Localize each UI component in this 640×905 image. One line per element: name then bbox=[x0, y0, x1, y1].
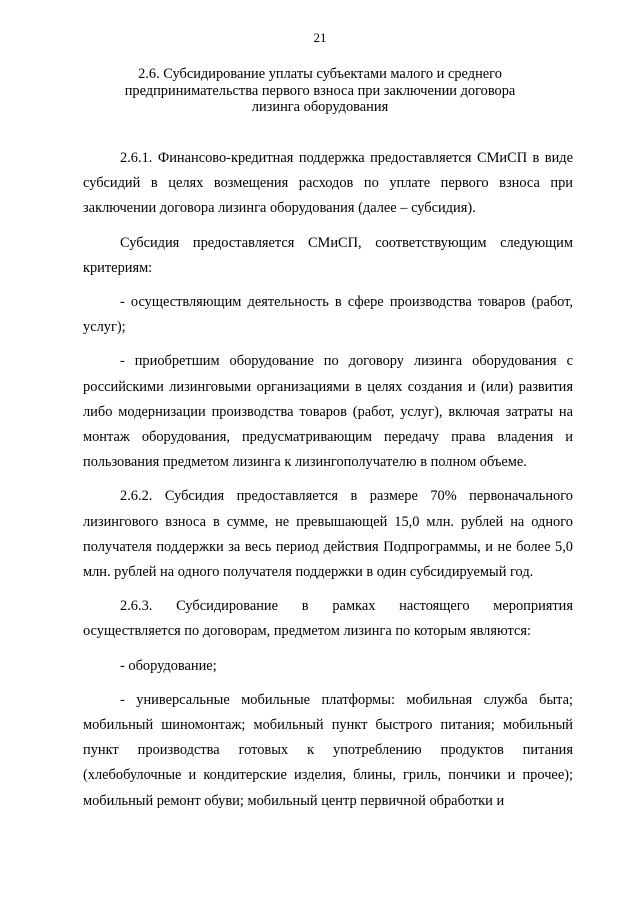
section-heading: 2.6. Субсидирование уплаты субъектами малого и среднего предпринимательства первого взноса при заключении договора лизинга оборудования bbox=[124, 66, 516, 115]
page-number: 21 bbox=[313, 30, 327, 45]
paragraph-2-6-3: 2.6.3. Субсидирование в рамках настоящего мероприятия осуществляется по договорам, предметом лизинга по которым являются: bbox=[83, 598, 573, 640]
document-body bbox=[83, 146, 573, 814]
list-item-production: - осуществляющим деятельность в сфере производства товаров (работ, услуг); bbox=[83, 294, 573, 336]
list-item-leasing: - приобретшим оборудование по договору лизинга оборудования с российскими лизинговыми организациями в целях создания и (или) развития либо модернизации производства товаров (работ, услуг), включая затраты на монтаж оборудования, предусматривающим передачу права владения и пользования предметом лизинга к лизингополучателю в полном объеме. bbox=[83, 353, 573, 471]
paragraph-2-6-2: 2.6.2. Субсидия предоставляется в размере 70% первоначального лизингового взноса в сумме, не превышающей 15,0 млн. рублей на одного получателя поддержки за весь период действия Подпрограммы, и не более 5,0 млн. рублей на одного получателя поддержки в один субсидируемый год. bbox=[83, 488, 573, 581]
list-item-mobile-platforms: - универсальные мобильные платформы: мобильная служба быта; мобильный шиномонтаж; мобильный пункт быстрого питания; мобильный пункт производства готовых к употреблению продуктов питания (хлебобулочные и кондитерские изделия, блины, гриль, пончики и прочее); мобильный ремонт обуви; мобильный центр первичной обработки и bbox=[83, 691, 573, 809]
paragraph-criteria-intro: Субсидия предоставляется СМиСП, соответствующим следующим критериям: bbox=[83, 234, 573, 276]
list-item-equipment: - оборудование; bbox=[120, 657, 217, 674]
paragraph-2-6-1: 2.6.1. Финансово-кредитная поддержка предоставляется СМиСП в виде субсидий в целях возмещения расходов по уплате первого взноса при заключении договора лизинга оборудования (далее – субсидия). bbox=[83, 150, 573, 217]
